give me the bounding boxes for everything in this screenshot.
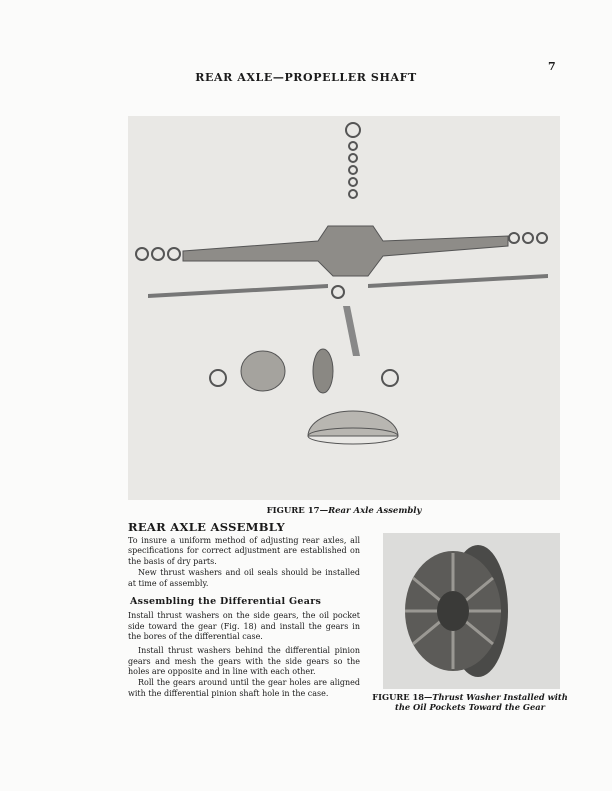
paragraph: Install thrust washers behind the differential pinion gears and mesh the gears with the side gears so the holes are opposite and in line with each other.	[128, 646, 360, 677]
figure-18-title-line1: Thrust Washer Installed with	[432, 692, 568, 702]
figure-17-caption	[128, 506, 560, 516]
paragraph: New thrust washers and oil seals should be installed at time of assembly.	[128, 567, 360, 588]
section-heading: REAR AXLE ASSEMBLY	[128, 520, 285, 534]
rear-axle-exploded-illustration	[128, 116, 560, 500]
paragraph: Roll the gears around until the gear holes are aligned with the differential pinion shaft hole in the case.	[128, 678, 360, 698]
figure-17-label: FIGURE 17—	[266, 506, 329, 516]
page-number: 7	[548, 60, 556, 73]
differential-gear-illustration	[383, 533, 560, 689]
paragraph: To insure a uniform method of adjusting rear axles, all specifications for correct adjustment are established on the basis of dry parts.	[128, 535, 360, 567]
page-title: REAR AXLE—PROPELLER SHAFT	[195, 71, 417, 84]
figure-17-title: Rear Axle Assembly	[328, 506, 422, 516]
figure-18-label: FIGURE 18—	[372, 692, 433, 702]
figure-17-photo	[128, 116, 560, 500]
figure-18-caption	[370, 692, 570, 712]
text-column	[128, 522, 360, 700]
figure-18-photo	[383, 533, 560, 689]
paragraph: Install thrust washers on the side gears, the oil pocket side toward the gear (Fig. 18) and install the gears in the bores of the differential case.	[128, 610, 360, 642]
figure-18-title-line2: the Oil Pockets Toward the Gear	[395, 702, 545, 712]
subsection-heading: Assembling the Differential Gears	[130, 596, 322, 608]
